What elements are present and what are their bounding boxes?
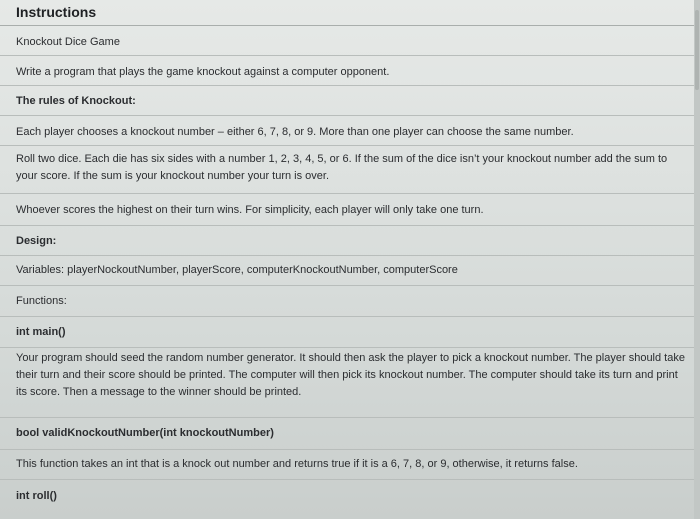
function-signature: int main() [16,326,66,338]
instruction-row [0,86,694,116]
instruction-row [0,226,694,256]
scrollbar-thumb[interactable] [695,10,699,90]
instruction-row [0,317,694,348]
instruction-text: Write a program that plays the game knockout against a computer opponent. [16,66,390,78]
instruction-row [0,194,694,226]
instruction-text: Your program should seed the random number generator. It should then ask the player to pick a knockout number. The player should take their turn and their score should be printed. The computer will then pick its knockout number. The computer should take its turn and print its score. Then a message to the winner should be printed. [16,352,685,398]
instruction-row [0,348,694,418]
instruction-row [0,26,694,56]
instruction-row [0,450,694,480]
instruction-text: Variables: playerNockoutNumber, playerScore, computerKnockoutNumber, computerScore [16,264,458,276]
instruction-text: Knockout Dice Game [16,36,120,48]
function-signature: int roll() [16,490,57,502]
instruction-row [0,418,694,450]
instruction-text: Each player chooses a knockout number – either 6, 7, 8, or 9. More than one player can choose the same number. [16,126,574,138]
instruction-text: Whoever scores the highest on their turn wins. For simplicity, each player will only take one turn. [16,204,484,216]
instruction-row [0,480,694,519]
instruction-text: This function takes an int that is a knock out number and returns true if it is a 6, 7, 8, or 9, otherwise, it returns false. [16,458,578,470]
instruction-row [0,146,694,194]
instruction-text: Roll two dice. Each die has six sides with a number 1, 2, 3, 4, 5, or 6. If the sum of the dice isn’t your knockout number add the sum to your score. If the sum is your knockout number your turn is over. [16,153,668,182]
function-signature: bool validKnockoutNumber(int knockoutNumber) [16,427,274,439]
section-heading: The rules of Knockout: [16,95,136,107]
vertical-scrollbar[interactable] [694,0,700,519]
instruction-row [0,256,694,286]
instruction-row [0,56,694,86]
instruction-text: Functions: [16,295,67,307]
instruction-row [0,286,694,317]
section-heading: Design: [16,235,57,247]
instruction-row [0,116,694,146]
page-title: Instructions [16,4,97,20]
